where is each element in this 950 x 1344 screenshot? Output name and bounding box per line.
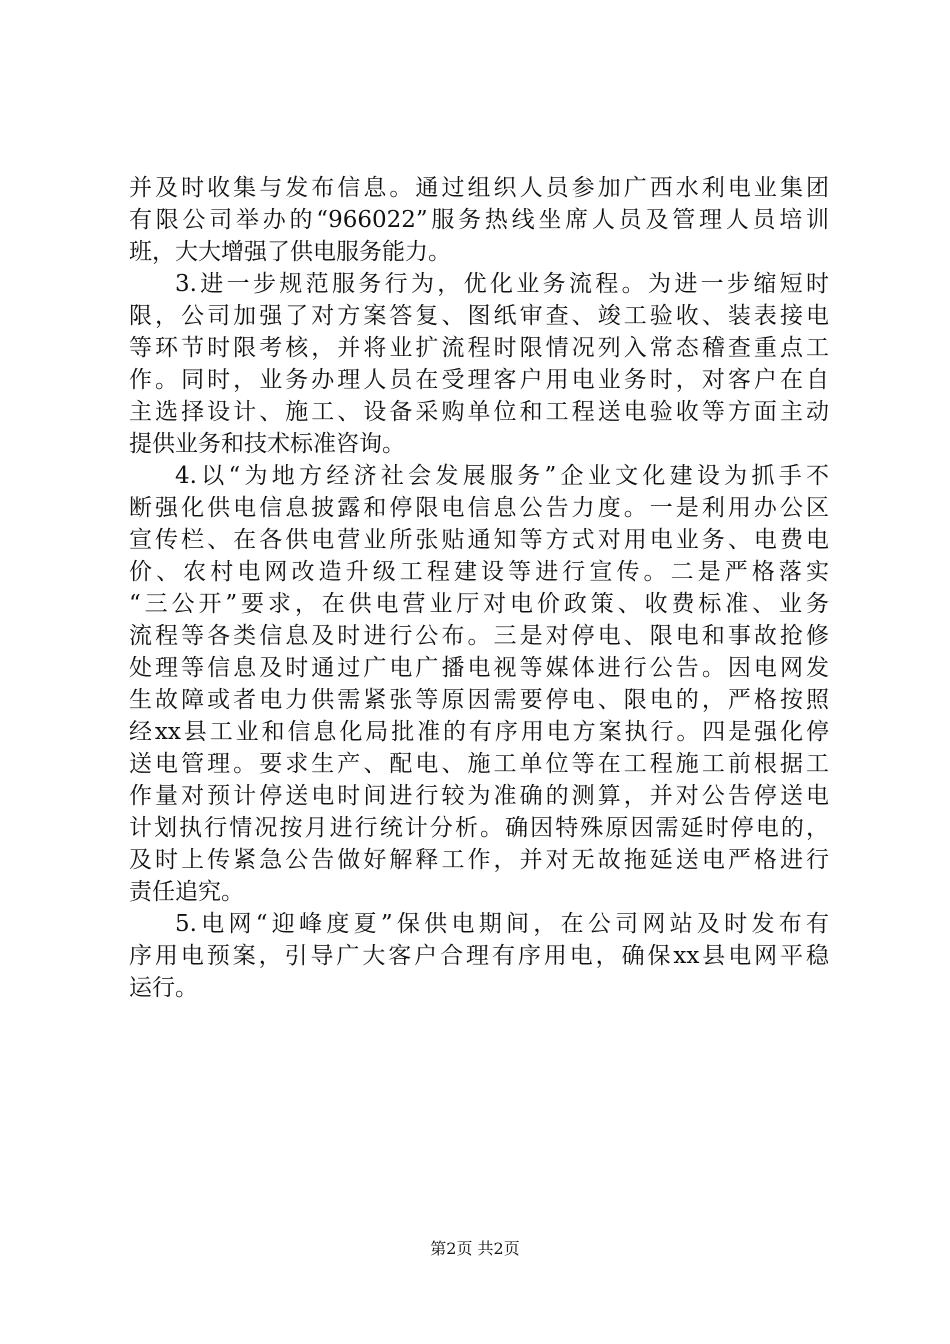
text-line: 等环节时限考核，并将业扩流程时限情况列入常态稽查重点工 bbox=[129, 335, 829, 361]
text-line: 有限公司举办的“966022”服务热线坐席人员及管理人员培训 bbox=[129, 207, 829, 233]
text-line: 提供业务和技术标准咨询。 bbox=[129, 431, 405, 457]
page-number-footer: 第2页 共2页 bbox=[430, 1239, 520, 1258]
text-line: 4.以“为地方经济社会发展服务”企业文化建设为抓手不 bbox=[175, 463, 829, 489]
text-line: 运行。 bbox=[129, 975, 198, 1001]
paragraph-2 bbox=[129, 268, 829, 460]
text-line: 5.电网“迎峰度夏”保供电期间，在公司网站及时发布有 bbox=[175, 911, 829, 937]
text-line: 流程等各类信息及时进行公布。三是对停电、限电和事故抢修 bbox=[129, 623, 829, 649]
text-line: 并及时收集与发布信息。通过组织人员参加广西水利电业集团 bbox=[129, 175, 829, 201]
paragraph-1 bbox=[129, 172, 829, 268]
text-line: 3.进一步规范服务行为，优化业务流程。为进一步缩短时 bbox=[175, 271, 829, 297]
text-line: 作量对预计停送电时间进行较为准确的测算，并对公告停送电 bbox=[129, 783, 829, 809]
text-line: 班，大大增强了供电服务能力。 bbox=[129, 239, 451, 265]
text-line: 处理等信息及时通过广电广播电视等媒体进行公告。因电网发 bbox=[129, 655, 829, 681]
text-line: 限，公司加强了对方案答复、图纸审查、竣工验收、装表接电 bbox=[129, 303, 829, 329]
text-line: 断强化供电信息披露和停限电信息公告力度。一是利用办公区 bbox=[129, 495, 829, 521]
text-line: 生故障或者电力供需紧张等原因需要停电、限电的，严格按照 bbox=[129, 687, 829, 713]
paragraph-4 bbox=[129, 908, 829, 1004]
text-line: 责任追究。 bbox=[129, 879, 244, 905]
text-line: 送电管理。要求生产、配电、施工单位等在工程施工前根据工 bbox=[129, 751, 829, 777]
text-line: 价、农村电网改造升级工程建设等进行宣传。二是严格落实 bbox=[129, 559, 829, 585]
text-line: 宣传栏、在各供电营业所张贴通知等方式对用电业务、电费电 bbox=[129, 527, 829, 553]
text-line: 序用电预案，引导广大客户合理有序用电，确保xx县电网平稳 bbox=[129, 943, 829, 969]
text-line: 主选择设计、施工、设备采购单位和工程送电验收等方面主动 bbox=[129, 399, 829, 425]
text-line: 及时上传紧急公告做好解释工作，并对无故拖延送电严格进行 bbox=[129, 847, 829, 873]
text-line: 经xx县工业和信息化局批准的有序用电方案执行。四是强化停 bbox=[129, 719, 829, 745]
document-body bbox=[129, 172, 829, 1004]
paragraph-3 bbox=[129, 460, 829, 908]
text-line: 计划执行情况按月进行统计分析。确因特殊原因需延时停电的， bbox=[129, 815, 829, 841]
text-line: 作。同时，业务办理人员在受理客户用电业务时，对客户在自 bbox=[129, 367, 829, 393]
text-line: “三公开”要求，在供电营业厅对电价政策、收费标准、业务 bbox=[129, 591, 829, 617]
